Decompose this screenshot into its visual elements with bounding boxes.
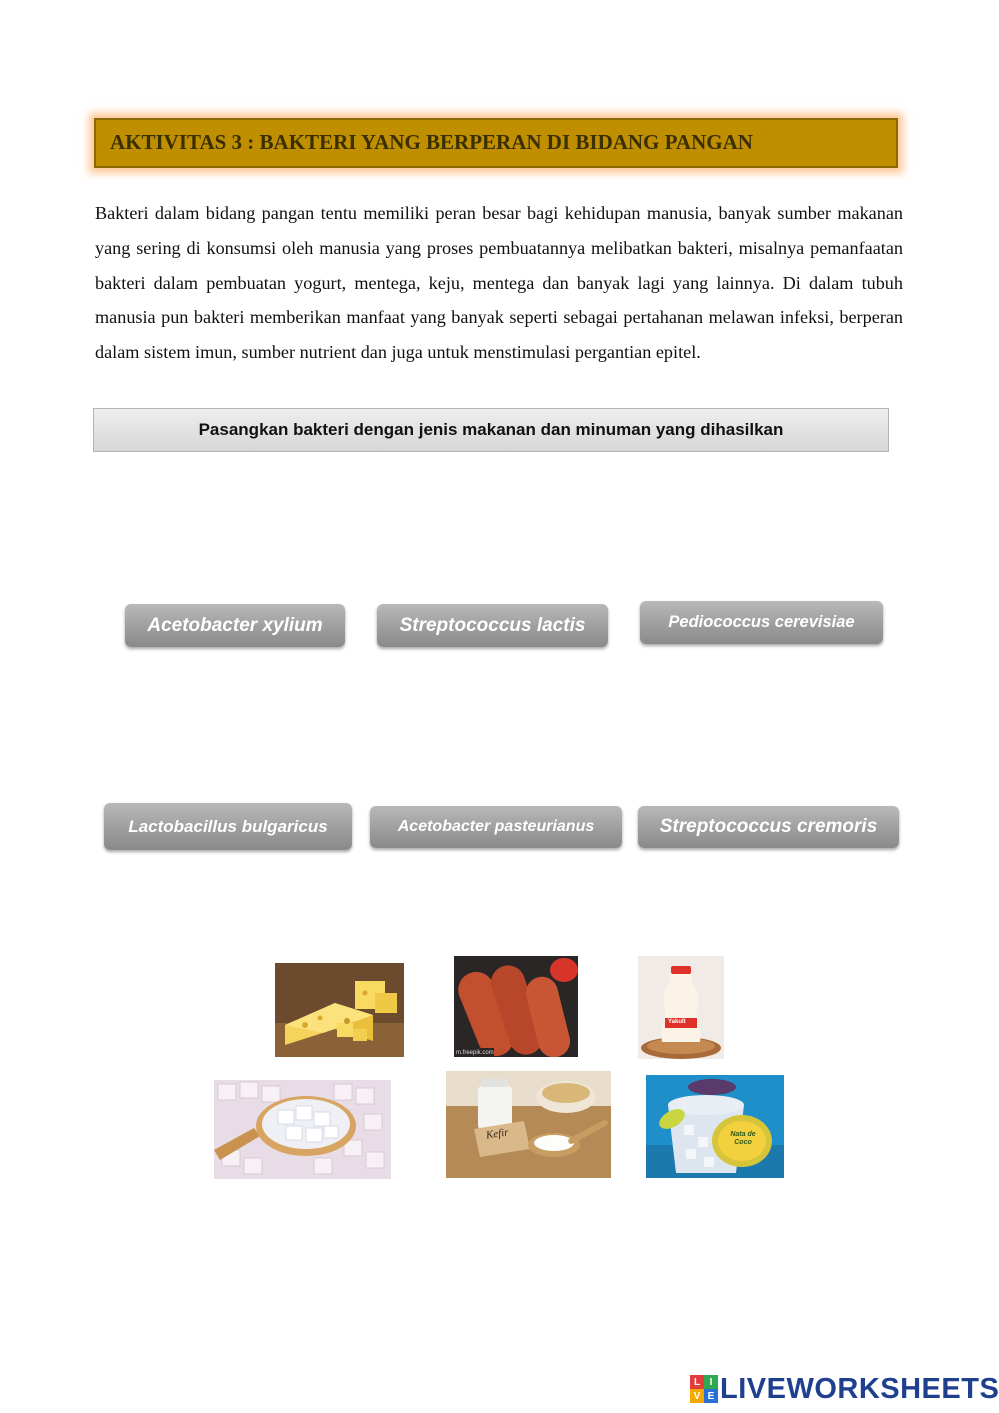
logo-letter-l: L bbox=[690, 1375, 704, 1389]
nata-label: Nata de Coco bbox=[730, 1131, 756, 1146]
instruction-box bbox=[93, 408, 889, 452]
bacteria-chip-streptococcus-cremoris[interactable]: Streptococcus cremoris bbox=[638, 806, 899, 848]
nata-cubes-image[interactable] bbox=[214, 1080, 391, 1179]
intro-paragraph: Bakteri dalam bidang pangan tentu memiliki peran besar bagi kehidupan manusia, banyak sumber makanan yang sering di konsumsi oleh manusia yang proses pembuatannya melibatkan bakteri, misalnya pemanfaatan bakteri dalam pembuatan yogurt, mentega, keju, mentega dan banyak lagi yang lainnya. Di dalam tubuh manusia pun bakteri memberikan manfaat yang banyak seperti sebagai pertahanan melawan infeksi, berperan dalam sistem imun, sumber nutrient dan juga untuk menstimulasi pergantian epitel. bbox=[95, 203, 903, 363]
instruction-text: Pasangkan bakteri dengan jenis makanan dan minuman yang dihasilkan bbox=[198, 420, 784, 439]
bacteria-chip-acetobacter-xylium[interactable]: Acetobacter xylium bbox=[125, 604, 345, 647]
cheese-image[interactable] bbox=[275, 963, 404, 1057]
bacteria-chip-pediococcus-cerevisiae[interactable]: Pediococcus cerevisiae bbox=[640, 601, 883, 644]
logo-letter-v: V bbox=[690, 1389, 704, 1403]
activity-title: AKTIVITAS 3 : BAKTERI YANG BERPERAN DI BIDANG PANGAN bbox=[110, 130, 753, 154]
sausage-image[interactable] bbox=[454, 956, 578, 1057]
logo-letter-e: E bbox=[704, 1389, 718, 1403]
liveworksheets-logo[interactable] bbox=[690, 1372, 999, 1406]
kefir-label: Kefir bbox=[485, 1126, 510, 1142]
bacteria-chip-lactobacillus-bulgaricus[interactable]: Lactobacillus bulgaricus bbox=[104, 803, 352, 850]
bacteria-chip-acetobacter-pasteurianus[interactable]: Acetobacter pasteurianus bbox=[370, 806, 622, 848]
yakult-label: Yakult bbox=[668, 1019, 686, 1025]
yakult-image[interactable] bbox=[638, 956, 724, 1059]
logo-text: LIVEWORKSHEETS bbox=[720, 1372, 999, 1405]
activity-title-box bbox=[94, 118, 898, 168]
logo-letter-i: I bbox=[704, 1375, 718, 1389]
sausage-watermark: m.freepik.com bbox=[456, 1050, 494, 1056]
live-logo-mark bbox=[690, 1375, 718, 1403]
kefir-image[interactable] bbox=[446, 1071, 611, 1178]
bacteria-chip-streptococcus-lactis[interactable]: Streptococcus lactis bbox=[377, 604, 608, 647]
nata-de-coco-cup-image[interactable] bbox=[646, 1075, 784, 1178]
